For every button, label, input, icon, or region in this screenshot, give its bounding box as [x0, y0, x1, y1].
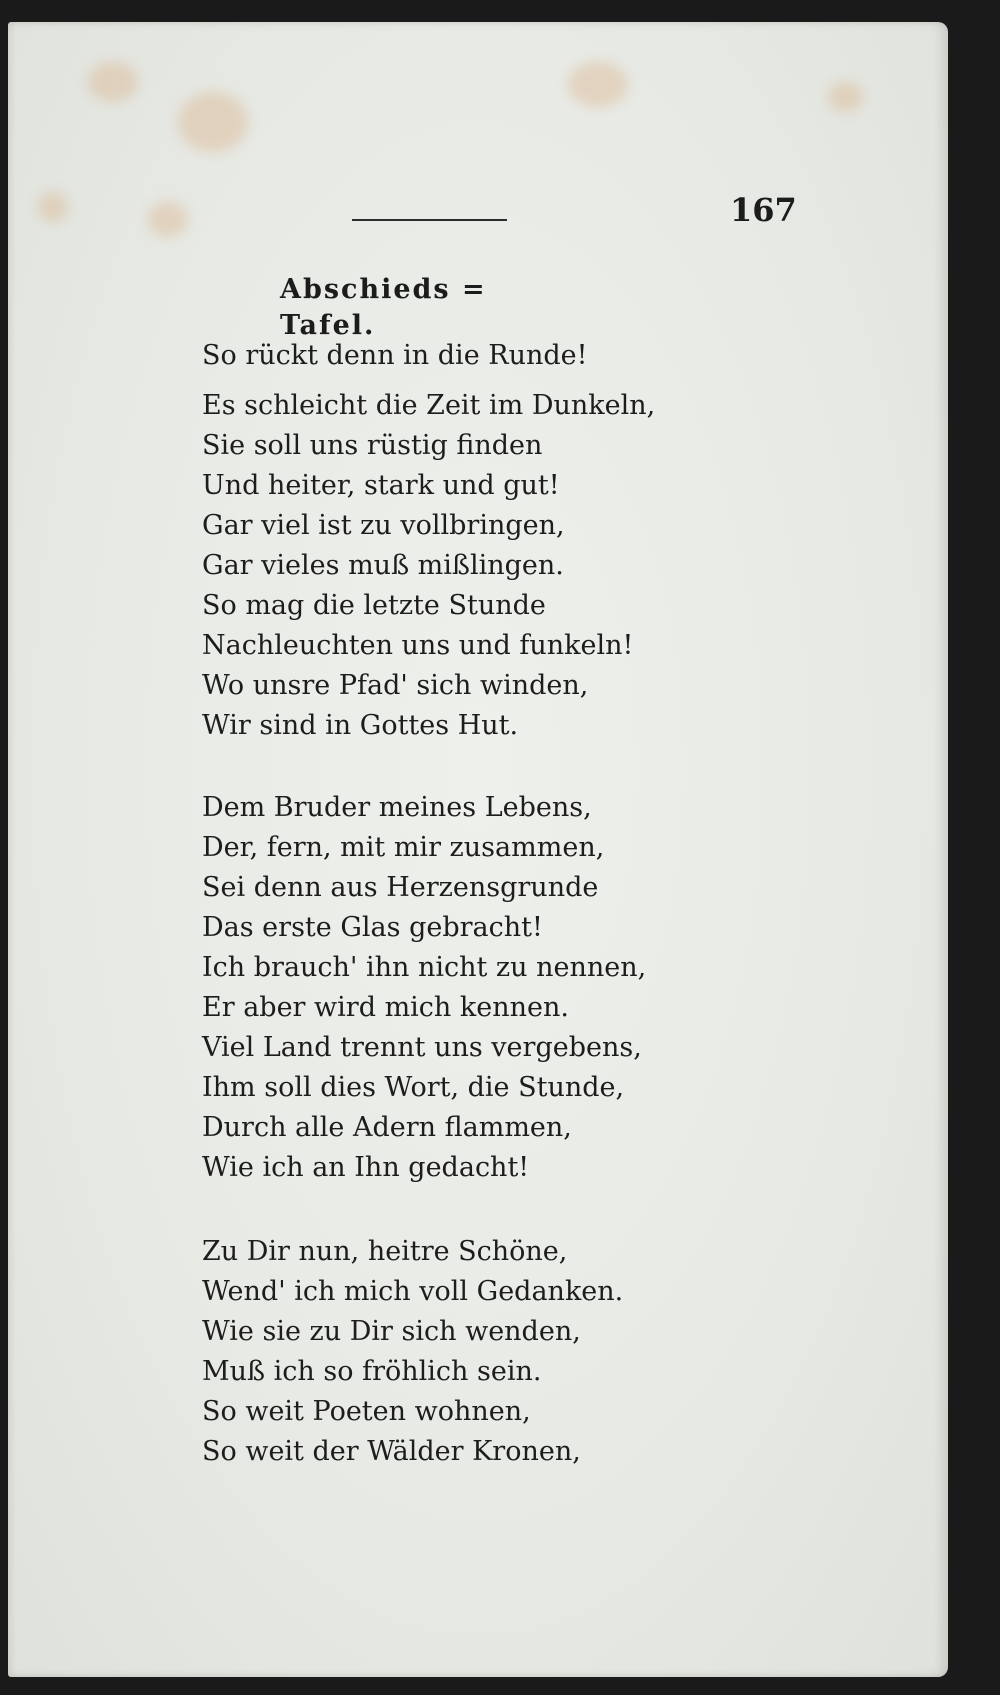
poem-title: Abschieds = Tafel.	[280, 274, 487, 341]
poem-line: Gar vieles muß mißlingen.	[202, 550, 564, 581]
poem-line: Er aber wird mich kennen.	[202, 992, 569, 1023]
foxing-stain	[568, 62, 628, 107]
poem-line: Der, fern, mit mir zusammen,	[202, 832, 605, 863]
poem-line-text: So rückt denn in die Runde!	[202, 340, 588, 371]
header-rule	[352, 219, 507, 221]
foxing-stain	[178, 92, 248, 152]
poem-line	[202, 338, 587, 374]
foxing-stain	[88, 62, 138, 102]
foxing-stain	[38, 192, 68, 222]
foxing-stain	[828, 82, 863, 112]
foxing-stain	[148, 202, 188, 237]
poem-line: Sie soll uns rüstig finden	[202, 430, 543, 461]
poem-line: Durch alle Adern flammen,	[202, 1112, 572, 1143]
poem-line: So weit Poeten wohnen,	[202, 1396, 531, 1427]
poem-line: Gar viel ist zu vollbringen,	[202, 510, 565, 541]
poem-line: So weit der Wälder Kronen,	[202, 1436, 581, 1467]
poem-line: Es schleicht die Zeit im Dunkeln,	[202, 390, 656, 421]
poem-line: Dem Bruder meines Lebens,	[202, 792, 592, 823]
poem-line: Ihm soll dies Wort, die Stunde,	[202, 1072, 625, 1103]
poem-line: Wie ich an Ihn gedacht!	[202, 1152, 530, 1183]
poem-line: Wie sie zu Dir sich wenden,	[202, 1316, 581, 1347]
poem-line: Nachleuchten uns und funkeln!	[202, 630, 634, 661]
poem-line: Wir sind in Gottes Hut.	[202, 710, 519, 741]
poem-line: Muß ich so fröhlich sein.	[202, 1356, 542, 1387]
page-number: 167	[730, 191, 797, 229]
poem-line: Und heiter, stark und gut!	[202, 470, 560, 501]
poem-line: Ich brauch' ihn nicht zu nennen,	[202, 952, 647, 983]
poem-line: Sei denn aus Herzensgrunde	[202, 872, 599, 903]
poem-line: Wo unsre Pfad' sich winden,	[202, 670, 589, 701]
poem-line: Wend' ich mich voll Gedanken.	[202, 1276, 624, 1307]
poem-line: Zu Dir nun, heitre Schöne,	[202, 1236, 568, 1267]
poem-line: So mag die letzte Stunde	[202, 590, 546, 621]
poem-line: Viel Land trennt uns vergebens,	[202, 1032, 642, 1063]
poem-line: Das erste Glas gebracht!	[202, 912, 543, 943]
